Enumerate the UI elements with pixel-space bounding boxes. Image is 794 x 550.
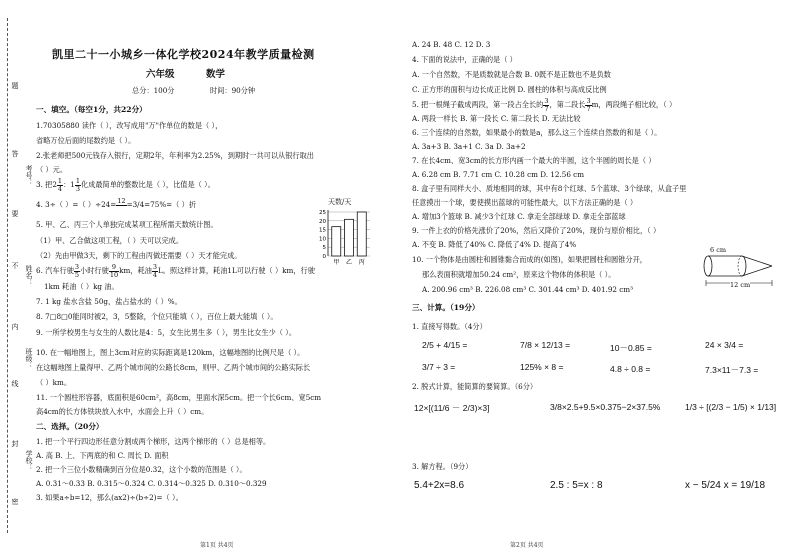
question-8: 8. 7□8□0能同时被2，3，5整除，个位只能填（ ），百位上最大能填（ ）。 [36, 312, 278, 321]
choice-7-options: A. 6.28 cm B. 7.71 cm C. 10.28 cm D. 12.56 cm [412, 170, 585, 179]
page-2 [400, 0, 794, 550]
y-tick-label: 10 [319, 236, 326, 243]
school-field[interactable]: 学校： [25, 450, 33, 471]
choice-10b: 那么表面积就增加50.24 cm²，原来这个物体的体积是（ ）。 [422, 270, 616, 279]
question-7: 7. 1 kg 盐水含盐 50g，盐占盐水的（ ）%。 [36, 297, 182, 306]
choice-4-cd: C. 正方形的面积与边长成正比例 D. 圆柱的体积与高成反比例 [412, 85, 607, 94]
question-10c: （ ）km。 [36, 378, 72, 387]
exam-number-field[interactable]: 考号： [25, 165, 33, 186]
step-calc-heading: 2. 脱式计算，能简算的要简算。（6分） [412, 382, 538, 391]
chart-title: 天数/天 [328, 198, 352, 206]
y-tick-label: 15 [319, 227, 326, 234]
choice-8-options: A. 增加3个篮球 B. 减少3个红球 C. 拿走全部绿球 D. 拿走全部蓝球 [412, 212, 626, 221]
equation-heading: 3. 解方程。（9分） [412, 462, 473, 471]
question-1b: 省略万位后面的尾数约是（ ）。 [36, 136, 136, 145]
seal-word: 要 [11, 210, 19, 217]
question-2b: （ ）元。 [36, 165, 68, 174]
grade-label: 六年级 [146, 69, 175, 80]
step-calc: 12×[(11/6 － 2/3)×3] [414, 403, 490, 413]
seal-word: 不 [11, 262, 19, 269]
direct-calc: 2/5 + 4/15 = [422, 340, 468, 350]
seal-word: 密 [11, 498, 19, 505]
bar-乙 [345, 219, 354, 256]
choice-4: 4. 下面的说法中，正确的是（ ） [412, 55, 517, 64]
exam-title: 凯里二十一小城乡一体化学校2024年教学质量检测 [52, 48, 315, 61]
equation: 2.5 : 5=x : 8 [550, 480, 603, 491]
question-10b: 在这幅地图上量得甲、乙两个城市间的公路长8cm，则甲、乙两个城市间的公路实际长 [36, 363, 311, 372]
question-6b: 1km 耗油（ ）kg 油。 [44, 282, 119, 291]
y-tick-label: 0 [322, 254, 326, 260]
seal-word: 线 [11, 380, 19, 387]
class-field[interactable]: 班级： [25, 348, 33, 369]
section-fill-blank: 一、填空。（每空1分，共22分） [36, 105, 147, 114]
question-11a: 11. 一个圆柱形容器，底面积是60cm²，高8cm，里面水深5cm。把一个长6cm、宽5cm [36, 393, 322, 402]
question-5-2: （2）先由甲做3天，剩下的工程由丙做还需要（ ）天才能完成。 [36, 251, 242, 260]
choice-2: 2. 把一个三位小数精确到百分位是0.32，这个小数的范围是（ ）。 [36, 465, 247, 474]
exam-time: 时间：90分钟 [210, 86, 256, 95]
seal-word: 封 [11, 440, 19, 447]
page-footer: 第2页 共4页 [510, 542, 544, 549]
seal-word: 内 [11, 323, 19, 330]
question-5: 5. 甲、乙、丙三个人单独完成某项工程所需天数统计图。 [36, 220, 218, 229]
choice-6: 6. 三个连续的自然数，如果最小的数是a，那么这三个连续自然数的和是（ ）。 [412, 128, 662, 137]
question-6: 6. 汽车行驶 $\frac{3}{5}$ 小时行驶 $\frac{9}{10}$ km，耗油 $\frac{3}{4}$ L。照这样计算，耗油1L可以行驶（ ）km，行驶 [36, 263, 315, 279]
seal-word: 答 [11, 150, 19, 157]
question-5-1: （1）甲、乙合做这项工程，（ ）天可以完成。 [36, 236, 184, 245]
choice-4-ab: A. 一个自然数，不是质数就是合数 B. 0既不是正数也不是负数 [412, 70, 611, 79]
choice-1-options: A. 高 B. 上、下两底的和 C. 周长 D. 面积 [36, 451, 169, 460]
total-score: 总分：100分 [132, 86, 175, 95]
direct-calc: 7/8 × 12/13 = [520, 340, 571, 350]
choice-5: 5. 把一根绳子截成两段，第一段占全长的 $\frac{3}{7}$ ，第二段长 $\frac{3}{7}$ m，两段绳子相比较，（ ） [412, 97, 677, 113]
y-tick-label: 5 [322, 245, 326, 252]
choice-5-options: A. 两段一样长 B. 第一段长 C. 第二段长 D. 无法比较 [412, 114, 581, 123]
direct-calc: 4.8 ÷ 0.8 = [610, 364, 651, 374]
section-choice: 二、选择。（20分） [36, 422, 104, 431]
x-tick-label: 丙 [358, 259, 365, 266]
figure-length-top: 6 cm [710, 246, 727, 254]
question-11b: 高4cm的长方体铁块放入水中，水面会上升（ ）cm。 [36, 407, 209, 416]
choice-9-options: A. 不变 B. 降低了40% C. 降低了4% D. 提高了4% [412, 240, 577, 249]
bar-丙 [357, 212, 366, 256]
step-calc: 3/8×2.5+9.5×0.375−2×37.5% [550, 402, 661, 412]
question-2a: 2.张老师把500元钱存入银行，定期2年，年利率为2.25%，到期时一共可以从银行取出 [36, 151, 314, 160]
page-footer: 第1页 共4页 [200, 542, 234, 549]
y-tick-label: 20 [319, 218, 326, 225]
name-field[interactable]: 姓名： [25, 265, 33, 286]
question-10a: 10. 在一幅地图上，图上3cm对应的实际距离是120km，这幅地图的比例尺是（ ）。 [36, 348, 305, 357]
choice-1: 1. 把一个平行四边形任意分割成两个梯形，这两个梯形的（ ）总是相等。 [36, 437, 271, 446]
question-1a: 1.70305880 读作（ ），改写成用"万"作单位的数是（ ）， [36, 121, 223, 130]
choice-7: 7. 在长4cm、宽3cm的长方形内画一个最大的半圆，这个半圆的周长是（ ） [412, 156, 656, 165]
direct-calc: 24 × 3/4 = [705, 340, 744, 350]
choice-3-options: A. 24 B. 48 C. 12 D. 3 [412, 40, 491, 49]
direct-calc: 7.3×11－7.3 = [705, 365, 759, 375]
choice-8a: 8. 盒子里有同样大小、质地相同的球，其中有8个红球、5个蓝球、3个绿球，从盒子里 [412, 184, 687, 193]
direct-answer-heading: 1. 直接写得数。（4分） [412, 322, 487, 331]
x-tick-label: 甲 [333, 259, 340, 266]
equation: x − 5/24 x = 19/18 [685, 480, 766, 491]
choice-6-options: A. 3a+3 B. 3a+1 C. 3a D. 3a+2 [412, 142, 526, 151]
step-calc: 1/3 ÷ [(2/3 − 1/5) × 1/13] [685, 402, 777, 412]
y-tick-label: 25 [319, 210, 326, 216]
choice-3: 3. 如果a÷b=12，那么(ax2)÷(b÷2)=（ ）。 [36, 493, 183, 502]
question-9: 9. 一所学校男生与女生的人数比是4：5，女生比男生多（ ），男生比女生少（ ）。 [36, 328, 297, 337]
choice-10-options: A. 200.96 cm³ B. 226.08 cm³ C. 301.44 cm³ D. 401.92 cm³ [422, 285, 633, 294]
equation: 5.4+2x=8.6 [414, 480, 465, 491]
x-tick-label: 乙 [345, 259, 353, 266]
subject-label: 数学 [206, 69, 226, 80]
direct-calc: 125% × 8 = [520, 362, 564, 372]
section-calculation: 三、计算。（19分） [412, 303, 480, 312]
direct-calc: 3/7 ÷ 3 = [422, 362, 456, 372]
figure-length-bottom: 12 cm [730, 281, 751, 289]
bar-甲 [332, 227, 341, 256]
question-3: 3. 把2 $\frac{1}{4}$ ：1 $\frac{1}{3}$ 化成最简单的整数比是（ ），比值是（ ）。 [36, 177, 215, 193]
choice-10a: 10. 一个物体是由圆柱和圆锥黏合而成的(如图)，如果把圆柱和圆锥分开， [412, 255, 647, 264]
choice-9: 9. 一件上衣的价格先涨价了20%，然后又降价了20%，现价与原价相比，（ ） [412, 226, 661, 235]
direct-calc: 10－0.85 = [610, 343, 652, 353]
seal-word: 题 [11, 82, 19, 89]
choice-2-options: A. 0.31～0.33 B. 0.315～0.324 C. 0.314～0.325 D. 0.310～0.329 [36, 479, 267, 488]
days-bar-chart [314, 208, 374, 266]
question-4: 4. 3÷（ ）=（ ）÷24= 12 =3/4=75%=（ ）折 [36, 197, 197, 209]
choice-8b: 任意摸出一个球，要使摸出蓝球的可能性最大，以下方法正确的是（ ） [412, 198, 638, 207]
